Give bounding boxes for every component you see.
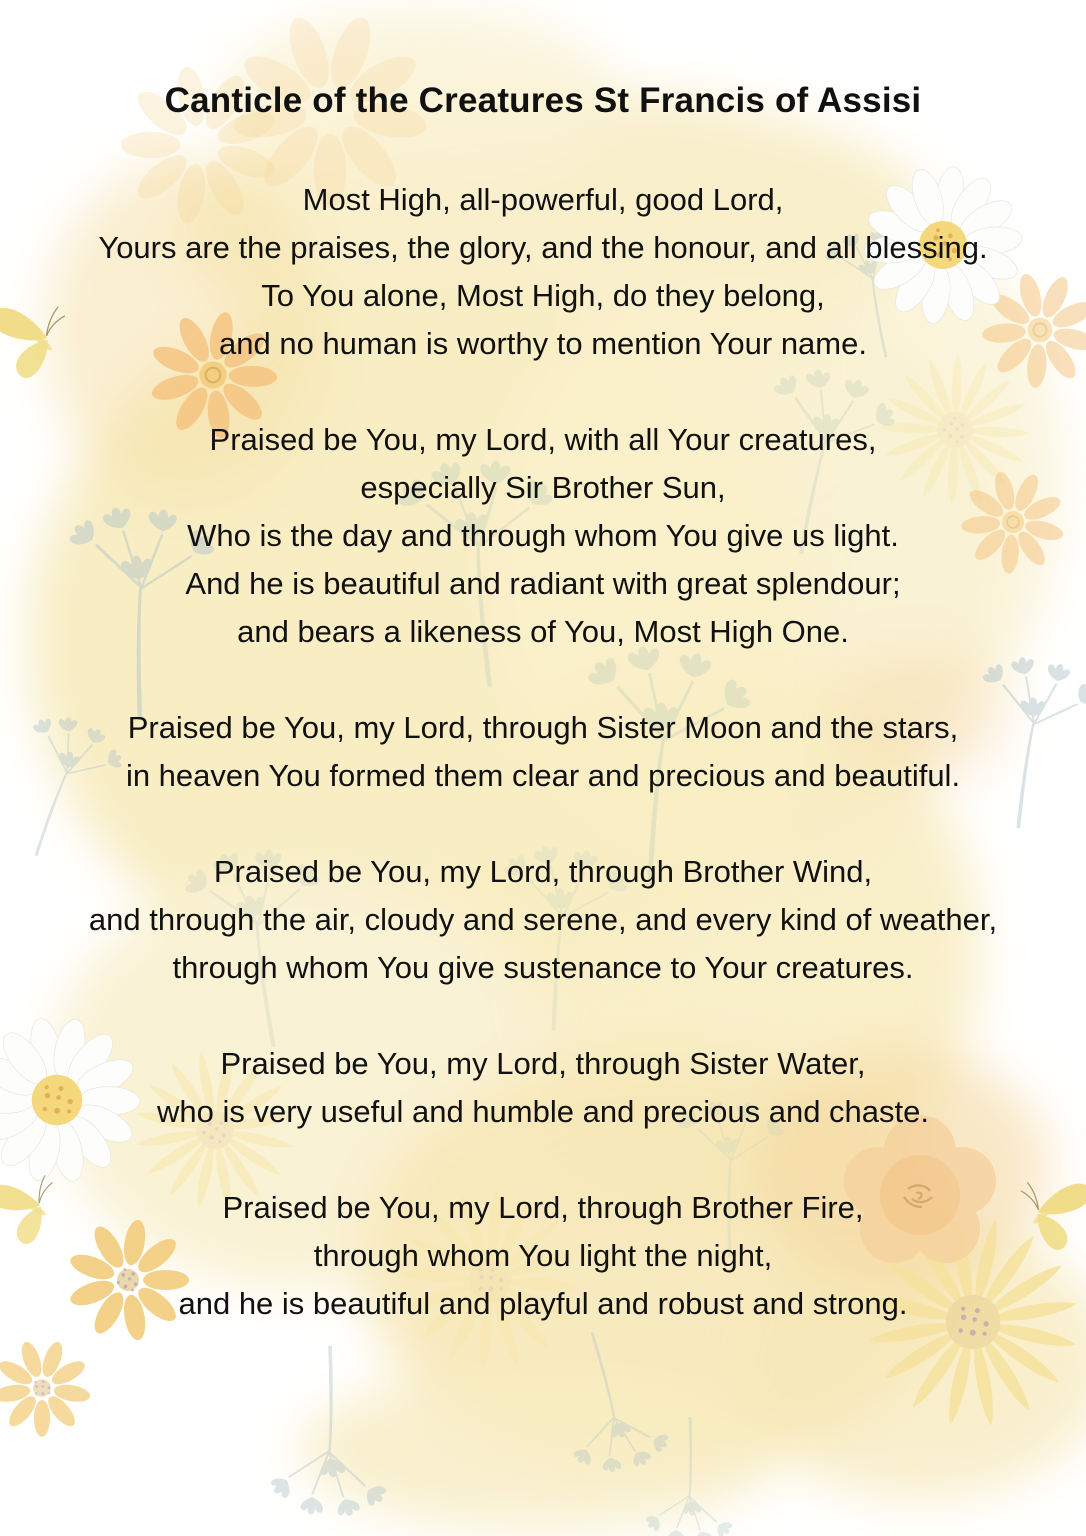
poem-line: Praised be You, my Lord, through Sister Moon and the stars, [127,710,959,745]
poem-line: Yours are the praises, the glory, and the honour, and all blessing. [98,230,988,265]
poem-line: through whom You give sustenance to Your creatures. [172,950,914,985]
stanza [0,848,1086,992]
poem-line: To You alone, Most High, do they belong, [261,278,825,313]
stanza [0,1040,1086,1136]
poem-line: through whom You light the night, [313,1238,773,1273]
stanza [0,1184,1086,1328]
poem-line: and bears a likeness of You, Most High One. [237,614,849,649]
poem-line: Most High, all-powerful, good Lord, [302,182,784,217]
poem-line: Praised be You, my Lord, with all Your creatures, [209,422,877,457]
stanza [0,176,1086,368]
stanza [0,704,1086,800]
poem-title: Canticle of the Creatures St Francis of Assisi [164,81,922,120]
poem-line: and he is beautiful and playful and robust and strong. [178,1286,908,1321]
poem-line: in heaven You formed them clear and precious and beautiful. [125,758,961,793]
poem-line: and through the air, cloudy and serene, and every kind of weather, [88,902,998,937]
stanza [0,416,1086,656]
poem-line: Praised be You, my Lord, through Sister Water, [220,1046,866,1081]
poem-line: and no human is worthy to mention Your name. [219,326,867,361]
poem-line: Praised be You, my Lord, through Brother Fire, [222,1190,864,1225]
poem-line: And he is beautiful and radiant with great splendour; [185,566,901,601]
golden-daisy-icon [0,1325,105,1450]
poem-line: especially Sir Brother Sun, [360,470,726,505]
poem-line: Who is the day and through whom You give us light. [187,518,899,553]
poem-line: who is very useful and humble and precious and chaste. [156,1094,930,1129]
poem-line: Praised be You, my Lord, through Brother Wind, [213,854,873,889]
